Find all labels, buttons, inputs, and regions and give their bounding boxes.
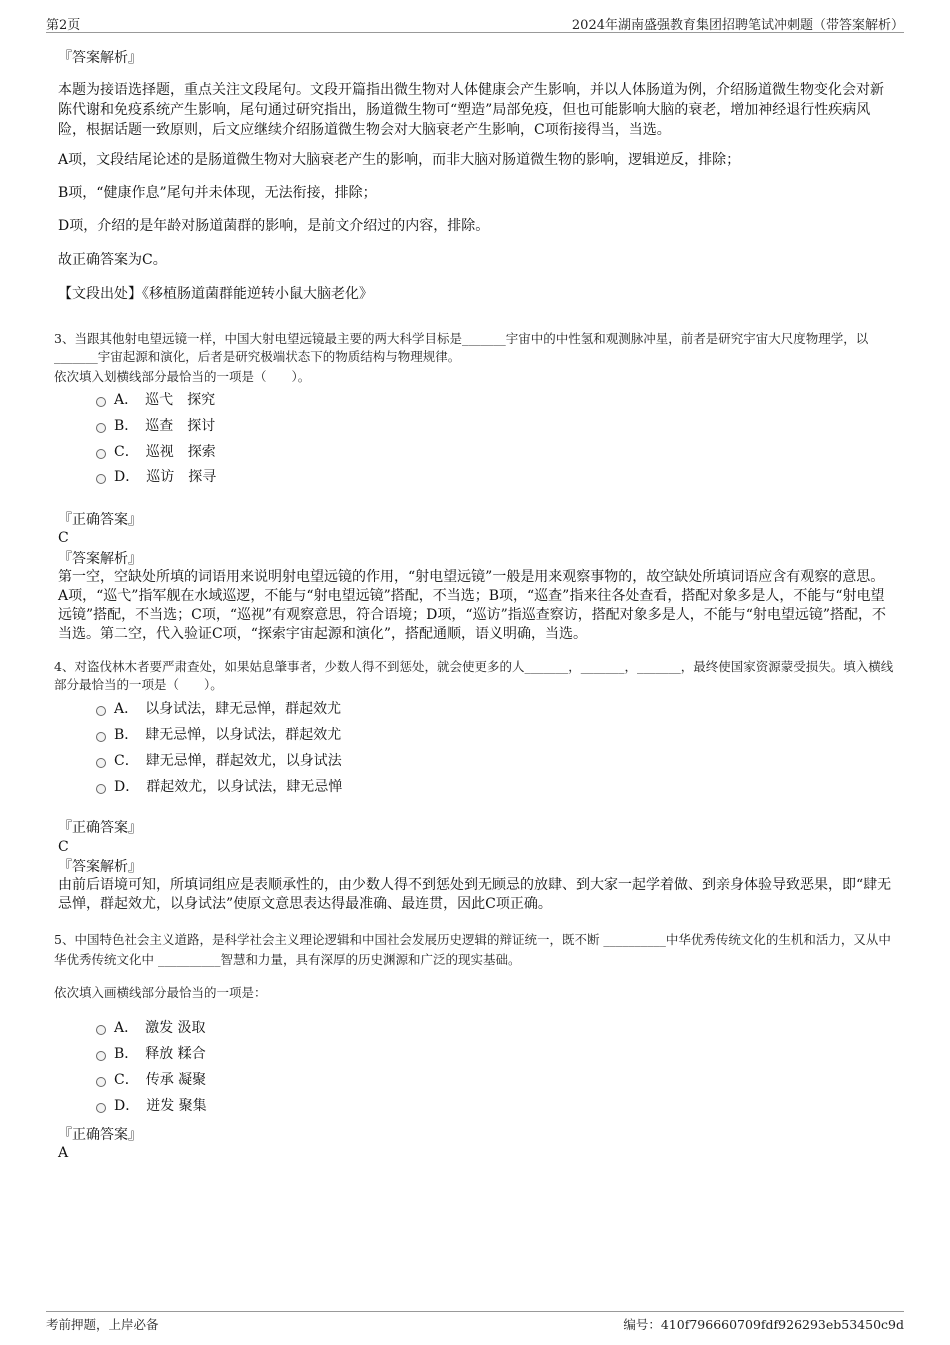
q4-option-b-label: B． 肆无忌惮，以身试法，群起效尤 xyxy=(114,727,342,743)
radio-icon[interactable] xyxy=(96,1077,106,1087)
q5-option-d[interactable] xyxy=(96,1096,207,1116)
q4-option-b[interactable] xyxy=(96,725,341,745)
q2-source: 【文段出处】《移植肠道菌群能逆转小鼠大脑老化》 xyxy=(58,286,373,302)
q2-option-a-explanation: A项，文段结尾论述的是肠道微生物对大脑衰老产生的影响，而非大脑对肠道微生物的影响，逻辑逆反，排除； xyxy=(58,152,741,168)
q4-analysis-label: 『答案解析』 xyxy=(58,859,142,875)
q5-option-a-label: A． 激发 汲取 xyxy=(114,1020,206,1036)
radio-icon[interactable] xyxy=(96,784,106,794)
footer-document-id: 编号：410f796660709fdf926293eb53450c9d xyxy=(623,1317,904,1332)
q4-stem: 4、对盗伐林木者要严肃查处，如果姑息肇事者，少数人得不到惩处，就会使更多的人_______，_______，_______，最终使国家资源蒙受损失。填入横线部分最恰当的一项是（ ）。 xyxy=(54,659,894,692)
q5-option-d-label: D． 迸发 聚集 xyxy=(114,1098,207,1114)
radio-icon[interactable] xyxy=(96,474,106,484)
radio-icon[interactable] xyxy=(96,732,106,742)
q3-answer: C xyxy=(58,530,69,546)
q4-answer-label: 『正确答案』 xyxy=(58,820,142,836)
footer-divider xyxy=(46,1311,904,1312)
header-divider xyxy=(46,32,904,33)
radio-icon[interactable] xyxy=(96,449,106,459)
q4-option-c-label: C． 肆无忌惮，群起效尤，以身试法 xyxy=(114,753,342,769)
radio-icon[interactable] xyxy=(96,423,106,433)
q3-option-c-label: C． 巡视 探索 xyxy=(114,444,216,460)
q3-answer-label: 『正确答案』 xyxy=(58,512,142,528)
q2-conclusion: 故正确答案为C。 xyxy=(58,252,167,268)
q2-option-d-explanation: D项，介绍的是年龄对肠道菌群的影响，是前文介绍过的内容，排除。 xyxy=(58,218,490,234)
document-title: 2024年湖南盛强教育集团招聘笔试冲刺题（带答案解析） xyxy=(571,18,904,33)
q5-answer: A xyxy=(58,1145,69,1161)
q5-option-c[interactable] xyxy=(96,1070,206,1090)
q5-stem: 5、中国特色社会主义道路，是科学社会主义理论逻辑和中国社会发展历史逻辑的辩证统一，既不断 __________中华优秀传统文化的生机和活力，又从中华优秀传统文化中 __________智慧和力量，具有深厚的历史渊源和广泛的现实基础。 xyxy=(54,932,891,967)
q4-option-c[interactable] xyxy=(96,751,342,771)
q3-option-c[interactable] xyxy=(96,442,216,462)
q4-option-a[interactable] xyxy=(96,699,341,719)
q4-option-d[interactable] xyxy=(96,777,342,797)
q3-option-b-label: B． 巡查 探讨 xyxy=(114,418,216,434)
radio-icon[interactable] xyxy=(96,1051,106,1061)
radio-icon[interactable] xyxy=(96,397,106,407)
q2-option-b-explanation: B项，“健康作息”尾句并未体现，无法衔接，排除； xyxy=(58,185,377,201)
q4-option-d-label: D． 群起效尤，以身试法，肆无忌惮 xyxy=(114,779,343,795)
q3-option-a[interactable] xyxy=(96,390,215,410)
q5-option-b-label: B． 释放 糅合 xyxy=(114,1046,206,1062)
q5-instruction: 依次填入画横线部分最恰当的一项是： xyxy=(54,985,267,1000)
q5-option-a[interactable] xyxy=(96,1018,206,1038)
radio-icon[interactable] xyxy=(96,1103,106,1113)
q3-analysis: 第一空，空缺处所填的词语用来说明射电望远镜的作用，“射电望远镜”一般是用来观察事物的，故空缺处所填词语应含有观察的意思。A项，“巡弋”指军舰在水域巡逻，不能与“射电望远镜”搭配，不当选；B项，“巡查”指来往各处查看，搭配对象多是人，不能与“射电望远镜”搭配，不当选；C项，“巡视”有观察意思，符合语境；D项，“巡访”指巡查察访，搭配对象多是人，不能与“射电望远镜”搭配，不当选。第二空，代入验证C项，“探索宇宙起源和演化”，搭配通顺，语义明确，当选。 xyxy=(58,569,887,642)
page-number: 第2页 xyxy=(46,18,81,33)
q2-analysis-paragraph: 本题为接语选择题，重点关注文段尾句。文段开篇指出微生物对人体健康会产生影响，并以人体肠道为例，介绍肠道微生物变化会对新陈代谢和免疫系统产生影响，尾句通过研究指出，肠道微生物可“塑造”局部免疫，但也可能影响大脑的衰老，增加神经退行性疾病风险，根据话题一致原则，后文应继续介绍肠道微生物会对大脑衰老产生影响，C项衔接得当，当选。 xyxy=(58,82,884,138)
q5-option-c-label: C． 传承 凝聚 xyxy=(114,1072,207,1088)
q5-answer-label: 『正确答案』 xyxy=(58,1127,142,1143)
q3-option-a-label: A． 巡弋 探究 xyxy=(114,392,216,408)
q5-option-b[interactable] xyxy=(96,1044,206,1064)
q4-analysis: 由前后语境可知，所填词组应是表顺承性的，由少数人得不到惩处到无顾忌的放肆、到大家一起学着做、到亲身体验导致恶果，即“肆无忌惮，群起效尤，以身试法”使原文意思表达得最准确、最连贯，因此C项正确。 xyxy=(58,877,892,912)
radio-icon[interactable] xyxy=(96,706,106,716)
radio-icon[interactable] xyxy=(96,758,106,768)
q4-option-a-label: A． 以身试法，肆无忌惮，群起效尤 xyxy=(114,701,342,717)
footer-slogan: 考前押题，上岸必备 xyxy=(46,1317,159,1332)
radio-icon[interactable] xyxy=(96,1025,106,1035)
q4-answer: C xyxy=(58,839,69,855)
q3-analysis-label: 『答案解析』 xyxy=(58,551,142,567)
q2-analysis-label: 『答案解析』 xyxy=(58,50,142,66)
q3-stem: 3、当跟其他射电望远镜一样，中国大射电望远镜最主要的两大科学目标是_______宇宙中的中性氢和观测脉冲星，前者是研究宇宙大尺度物理学，以_______宇宙起源和演化，后者是研究极端状态下的物质结构与物理规律。 xyxy=(54,331,869,364)
q3-instruction: 依次填入划横线部分最恰当的一项是（ ）。 xyxy=(54,369,311,384)
q3-option-d[interactable] xyxy=(96,467,216,487)
q3-option-d-label: D． 巡访 探寻 xyxy=(114,469,217,485)
q3-option-b[interactable] xyxy=(96,416,215,436)
